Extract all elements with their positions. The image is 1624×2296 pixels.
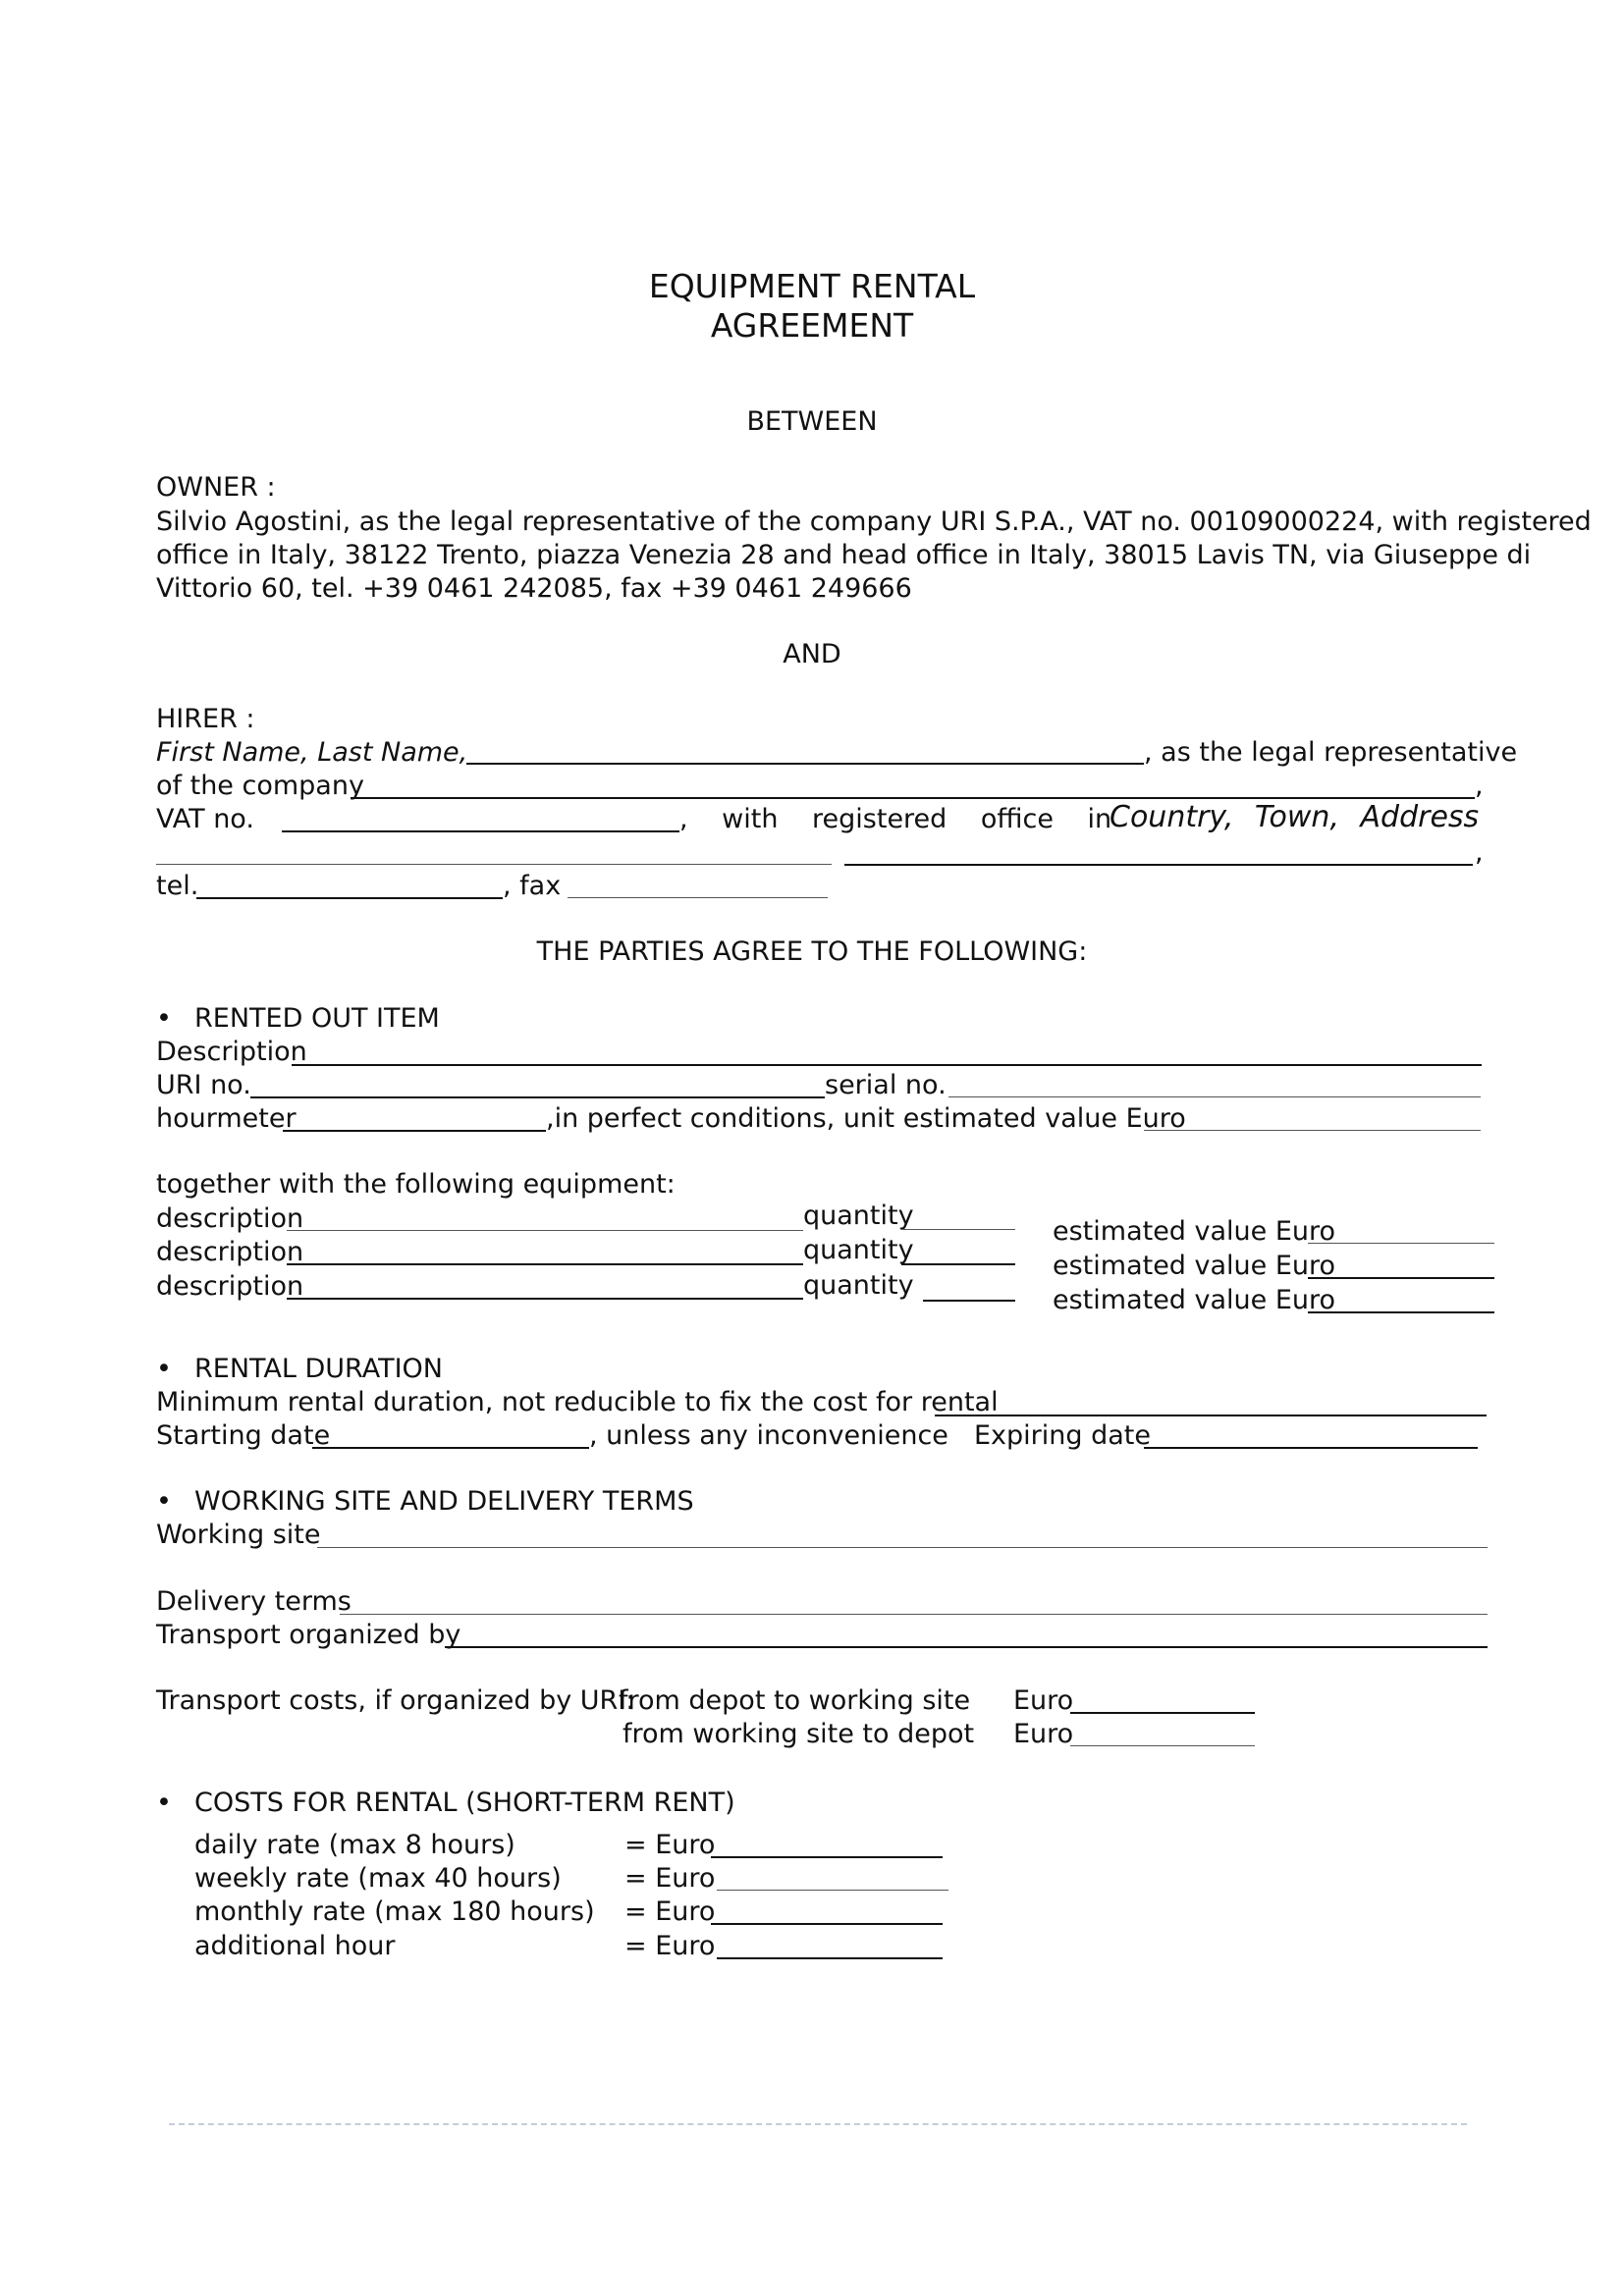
hirer-address-label: Country, Town, Address (1110, 800, 1480, 834)
monthly-rate-field[interactable] (711, 1923, 943, 1925)
equipment-value-field[interactable] (1308, 1243, 1494, 1244)
transport-costs-label: Transport costs, if organized by URI: (156, 1685, 635, 1716)
site-to-depot-label: from working site to depot (623, 1719, 975, 1749)
equipment-value-label: estimated value Euro (1053, 1285, 1336, 1315)
hirer-company-label: of the company (156, 771, 364, 801)
working-site-heading: WORKING SITE AND DELIVERY TERMS (194, 1486, 694, 1517)
footer-divider (169, 2123, 1467, 2125)
bullet-rented-item: • (156, 1003, 172, 1034)
rented-item-heading: RENTED OUT ITEM (194, 1003, 440, 1034)
daily-rate-field[interactable] (711, 1856, 943, 1858)
equipment-description-label: description (156, 1237, 304, 1267)
owner-text-line-3: Vittorio 60, tel. +39 0461 242085, fax +39 0461 249666 (156, 573, 912, 604)
depot-to-site-label: from depot to working site (619, 1685, 971, 1716)
unit-value-field[interactable] (1144, 1130, 1481, 1131)
owner-heading: OWNER : (156, 472, 276, 503)
hirer-with-label: , with registered office in (679, 804, 1112, 834)
working-site-label: Working site (156, 1520, 321, 1550)
depot-to-site-cost-field[interactable] (1070, 1712, 1255, 1714)
serial-no-field[interactable] (948, 1096, 1481, 1097)
uri-no-field[interactable] (250, 1096, 825, 1098)
additional-hour-label: additional hour (194, 1931, 396, 1961)
working-site-field[interactable] (317, 1547, 1488, 1548)
comma-2: , (1475, 837, 1484, 868)
equipment-quantity-label: quantity (803, 1270, 914, 1301)
hirer-fax-field[interactable] (568, 897, 828, 898)
min-duration-label: Minimum rental duration, not reducible to fix the cost for rental (156, 1387, 999, 1417)
delivery-terms-field[interactable] (340, 1614, 1488, 1615)
starting-date-label: Starting date (156, 1420, 331, 1451)
equipment-quantity-label: quantity (803, 1235, 914, 1265)
bullet-costs: • (156, 1788, 172, 1818)
equipment-value-field[interactable] (1308, 1277, 1494, 1279)
description-label: Description (156, 1037, 307, 1067)
equipment-description-field[interactable] (287, 1263, 803, 1265)
hirer-company-field[interactable] (351, 797, 1475, 799)
and-label: AND (783, 639, 841, 669)
owner-text-line-2: office in Italy, 38122 Trento, piazza Venezia 28 and head office in Italy, 38015 Lavis TN, via Giuseppe di (156, 540, 1532, 570)
daily-rate-label: daily rate (max 8 hours) (194, 1830, 515, 1860)
equals-euro-label: = Euro (624, 1896, 716, 1927)
equipment-quantity-label: quantity (803, 1201, 914, 1231)
conditions-label: ,in perfect conditions, unit estimated value Euro (546, 1103, 1186, 1134)
transport-organized-field[interactable] (445, 1646, 1488, 1648)
weekly-rate-field[interactable] (717, 1890, 948, 1891)
equals-euro-label: = Euro (624, 1863, 716, 1894)
hirer-name-field[interactable] (466, 763, 1144, 765)
starting-date-field[interactable] (312, 1447, 589, 1449)
monthly-rate-label: monthly rate (max 180 hours) (194, 1896, 595, 1927)
hourmeter-field[interactable] (283, 1130, 546, 1132)
hirer-address-field-1[interactable] (156, 864, 832, 865)
owner-text-line-1: Silvio Agostini, as the legal representative of the company URI S.P.A., VAT no. 00109000224, with registered (156, 507, 1592, 537)
bullet-rental-duration: • (156, 1354, 172, 1384)
delivery-terms-label: Delivery terms (156, 1586, 352, 1617)
equipment-description-label: description (156, 1271, 304, 1302)
transport-organized-label: Transport organized by (156, 1620, 461, 1650)
site-to-depot-cost-field[interactable] (1070, 1745, 1255, 1746)
hourmeter-label: hourmeter (156, 1103, 297, 1134)
hirer-rep-label: , as the legal representative (1144, 737, 1518, 768)
expiring-date-field[interactable] (1144, 1447, 1478, 1449)
description-field[interactable] (292, 1064, 1482, 1066)
additional-hour-field[interactable] (717, 1957, 943, 1959)
equipment-quantity-field[interactable] (901, 1263, 1015, 1265)
hirer-address-field-2[interactable] (844, 864, 1473, 866)
uri-no-label: URI no. (156, 1070, 251, 1100)
hirer-vat-label: VAT no. (156, 804, 254, 834)
hirer-tel-label: tel. (156, 871, 199, 901)
rental-duration-heading: RENTAL DURATION (194, 1354, 444, 1384)
expiring-date-label: Expiring date (974, 1420, 1151, 1451)
hirer-heading: HIRER : (156, 704, 255, 734)
weekly-rate-label: weekly rate (max 40 hours) (194, 1863, 562, 1894)
comma-1: , (1475, 771, 1484, 801)
euro-label: Euro (1013, 1685, 1074, 1716)
costs-heading: COSTS FOR RENTAL (SHORT-TERM RENT) (194, 1788, 735, 1818)
hirer-name-label: First Name, Last Name, (156, 737, 468, 768)
document-title-line-2: AGREEMENT (710, 306, 914, 345)
equipment-value-label: estimated value Euro (1053, 1216, 1336, 1247)
bullet-working-site: • (156, 1486, 172, 1517)
equals-euro-label: = Euro (624, 1830, 716, 1860)
equipment-description-field[interactable] (287, 1230, 803, 1231)
equipment-quantity-field[interactable] (923, 1300, 1015, 1302)
equipment-value-field[interactable] (1308, 1311, 1494, 1313)
hirer-tel-field[interactable] (196, 897, 503, 899)
equals-euro-label: = Euro (624, 1931, 716, 1961)
equipment-intro: together with the following equipment: (156, 1169, 676, 1200)
inconvenience-label: , unless any inconvenience (589, 1420, 948, 1451)
hirer-vat-field[interactable] (282, 830, 679, 832)
equipment-description-field[interactable] (287, 1298, 803, 1300)
serial-no-label: serial no. (825, 1070, 947, 1100)
document-title-line-1: EQUIPMENT RENTAL (648, 267, 976, 305)
equipment-description-label: description (156, 1203, 304, 1234)
euro-label: Euro (1013, 1719, 1074, 1749)
equipment-value-label: estimated value Euro (1053, 1251, 1336, 1281)
min-duration-field[interactable] (935, 1415, 1487, 1416)
hirer-fax-label: , fax (503, 871, 562, 901)
between-label: BETWEEN (746, 406, 878, 437)
equipment-quantity-field[interactable] (901, 1229, 1015, 1230)
parties-agree-heading: THE PARTIES AGREE TO THE FOLLOWING: (536, 936, 1088, 967)
